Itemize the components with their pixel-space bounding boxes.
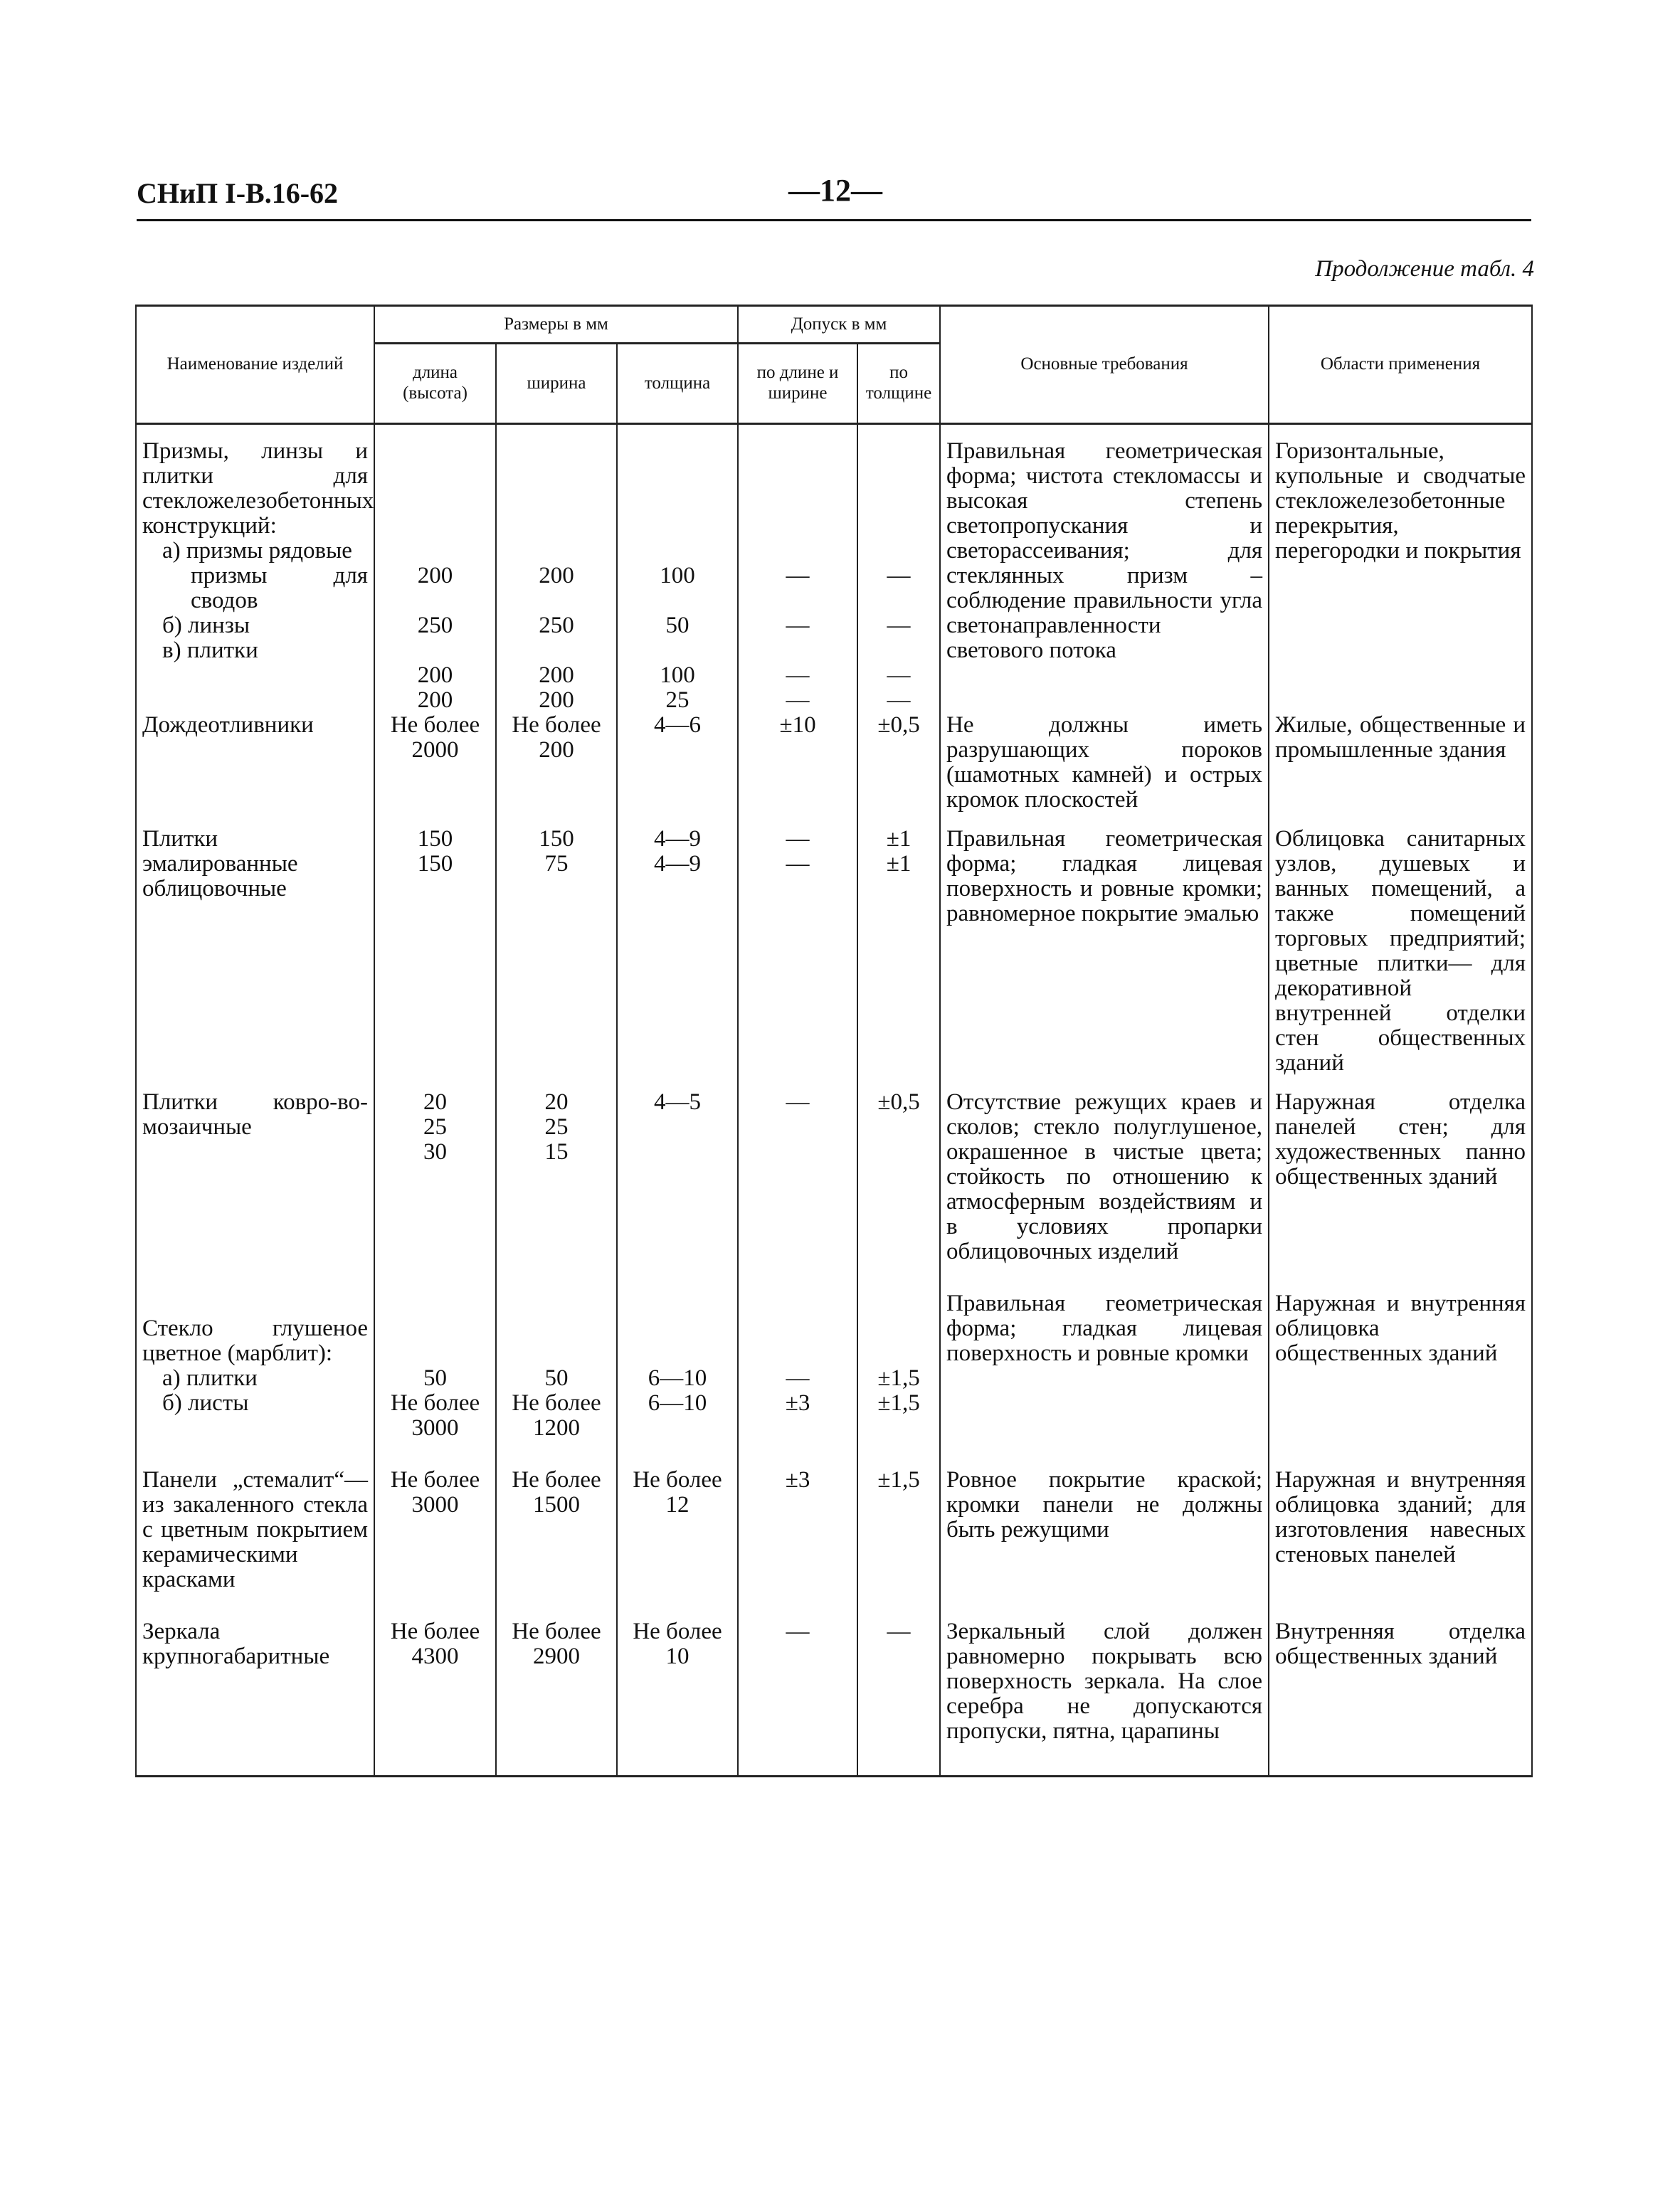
table-row	[136, 1468, 1532, 1592]
width-cell: 200 250 200 200	[496, 439, 617, 713]
tolerance-length-width-cell: — — — —	[738, 439, 857, 713]
product-name: Панели „стемалит“—из закаленного стекла с цветным покрытием керамическими красками	[136, 1468, 374, 1592]
length-cell: Не более 4300	[374, 1619, 496, 1744]
applications-cell: Внутренняя отделка общественных зданий	[1269, 1619, 1532, 1744]
width-cell: 20 25 15	[496, 1090, 617, 1264]
document-code: СНиП I-В.16-62	[137, 177, 339, 209]
length-cell: Не более 3000	[374, 1468, 496, 1592]
product-name: Дождеотливники	[136, 713, 374, 813]
width-cell: 150 75	[496, 827, 617, 1076]
tolerance-thickness-cell: ±0,5	[857, 713, 940, 813]
requirements-cell: Правильная геометрическая форма; гладкая лицевая поверхность и ровные кромки; равномерное покрытие эмалью	[940, 827, 1269, 1076]
col-thickness-header: толщина	[617, 344, 738, 424]
col-sizes-group-header: Размеры в мм	[374, 306, 738, 344]
width-cell: Не более 200	[496, 713, 617, 813]
requirements-cell: Правильная геометрическая форма; гладкая лицевая поверхность и ровные кромки	[940, 1291, 1269, 1441]
table-row	[136, 1619, 1532, 1744]
applications-cell: Наружная и внутренняя облицовка зданий; для изготовления навесных стеновых панелей	[1269, 1468, 1532, 1592]
length-cell: Не более 2000	[374, 713, 496, 813]
table-row	[136, 713, 1532, 813]
tolerance-thickness-cell: —	[857, 1619, 940, 1744]
applications-cell: Наружная и внутренняя облицовка общественных зданий	[1269, 1291, 1532, 1441]
tolerance-length-width-cell: —	[738, 1090, 857, 1264]
thickness-cell: 4—6	[617, 713, 738, 813]
thickness-cell: Не более 10	[617, 1619, 738, 1744]
col-length-header: длина (высота)	[374, 344, 496, 424]
requirements-cell: Не должны иметь разрушающих пороков (шамотных камней) и острых кромок плоскостей	[940, 713, 1269, 813]
col-tol-lw-header: по длине и ширине	[738, 344, 857, 424]
col-tol-th-header: по толщине	[857, 344, 940, 424]
length-cell: 200 250 200 200	[374, 439, 496, 713]
product-name: Стекло глушеное цветное (марблит): а) плитки б) листы	[136, 1291, 374, 1441]
table-row	[136, 1090, 1532, 1264]
products-table	[135, 305, 1533, 1777]
thickness-cell: 100 50 100 25	[617, 439, 738, 713]
table-row	[136, 1291, 1532, 1441]
page-number: —12—	[788, 173, 882, 208]
thickness-cell: 4—9 4—9	[617, 827, 738, 1076]
col-tolerance-group-header: Допуск в мм	[738, 306, 940, 344]
product-name: Призмы, линзы и плитки для стекложелезобетонных конструкций: а) призмы рядовые призмы для сводов б) линзы в) плитки	[136, 439, 374, 713]
width-cell: 50 Не более 1200	[496, 1291, 617, 1441]
length-cell: 150 150	[374, 827, 496, 1076]
thickness-cell: Не более 12	[617, 1468, 738, 1592]
header-rule	[137, 219, 1531, 221]
applications-cell: Горизонтальные, купольные и сводчатые стекложелезобетонные перекрытия, перегородки и покрытия	[1269, 439, 1532, 713]
tolerance-thickness-cell: — — — —	[857, 439, 940, 713]
applications-cell: Наружная отделка панелей стен; для художественных панно общественных зданий	[1269, 1090, 1532, 1264]
requirements-cell: Ровное покрытие краской; кромки панели не должны быть режущими	[940, 1468, 1269, 1592]
tolerance-thickness-cell: ±1,5	[857, 1468, 940, 1592]
tolerance-length-width-cell: ±3	[738, 1468, 857, 1592]
col-applications-header: Области применения	[1269, 306, 1532, 424]
tolerance-length-width-cell: —	[738, 1619, 857, 1744]
thickness-cell: 6—10 6—10	[617, 1291, 738, 1441]
width-cell: Не более 2900	[496, 1619, 617, 1744]
length-cell: 20 25 30	[374, 1090, 496, 1264]
applications-cell: Жилые, общественные и промышленные здания	[1269, 713, 1532, 813]
col-requirements-header: Основные требования	[940, 306, 1269, 424]
col-width-header: ширина	[496, 344, 617, 424]
table-row	[136, 439, 1532, 713]
tolerance-thickness-cell: ±1 ±1	[857, 827, 940, 1076]
tolerance-length-width-cell: ±10	[738, 713, 857, 813]
col-name-header: Наименование изделий	[136, 306, 374, 424]
requirements-cell: Зеркальный слой должен равномерно покрывать всю поверхность зеркала. На слое серебра не допускаются пропуски, пятна, царапины	[940, 1619, 1269, 1744]
length-cell: 50 Не более 3000	[374, 1291, 496, 1441]
tolerance-length-width-cell: — ±3	[738, 1291, 857, 1441]
requirements-cell: Отсутствие режущих краев и сколов; стекло полуглушеное, окрашенное в чистые цвета; стойкость по отношению к атмосферным воздействиям и в условиях пропарки облицовочных изделий	[940, 1090, 1269, 1264]
applications-cell: Облицовка санитарных узлов, душевых и ванных помещений, а также помещений торговых предприятий; цветные плитки— для декоративной внутренней отделки стен общественных зданий	[1269, 827, 1532, 1076]
product-name: Плитки эмалированные облицовочные	[136, 827, 374, 1076]
product-name: Плитки ковро-во-мозаичные	[136, 1090, 374, 1264]
width-cell: Не более 1500	[496, 1468, 617, 1592]
product-name: Зеркала крупногабаритные	[136, 1619, 374, 1744]
tolerance-length-width-cell: — —	[738, 827, 857, 1076]
table-continuation-note: Продолжение табл. 4	[1315, 256, 1534, 282]
table-row	[136, 827, 1532, 1076]
tolerance-thickness-cell: ±0,5	[857, 1090, 940, 1264]
tolerance-thickness-cell: ±1,5 ±1,5	[857, 1291, 940, 1441]
thickness-cell: 4—5	[617, 1090, 738, 1264]
requirements-cell: Правильная геометрическая форма; чистота стекломассы и высокая степень светопропускания и светорассеивания; для стеклянных призм – соблюдение правильности угла светонаправленности светового потока	[940, 439, 1269, 713]
